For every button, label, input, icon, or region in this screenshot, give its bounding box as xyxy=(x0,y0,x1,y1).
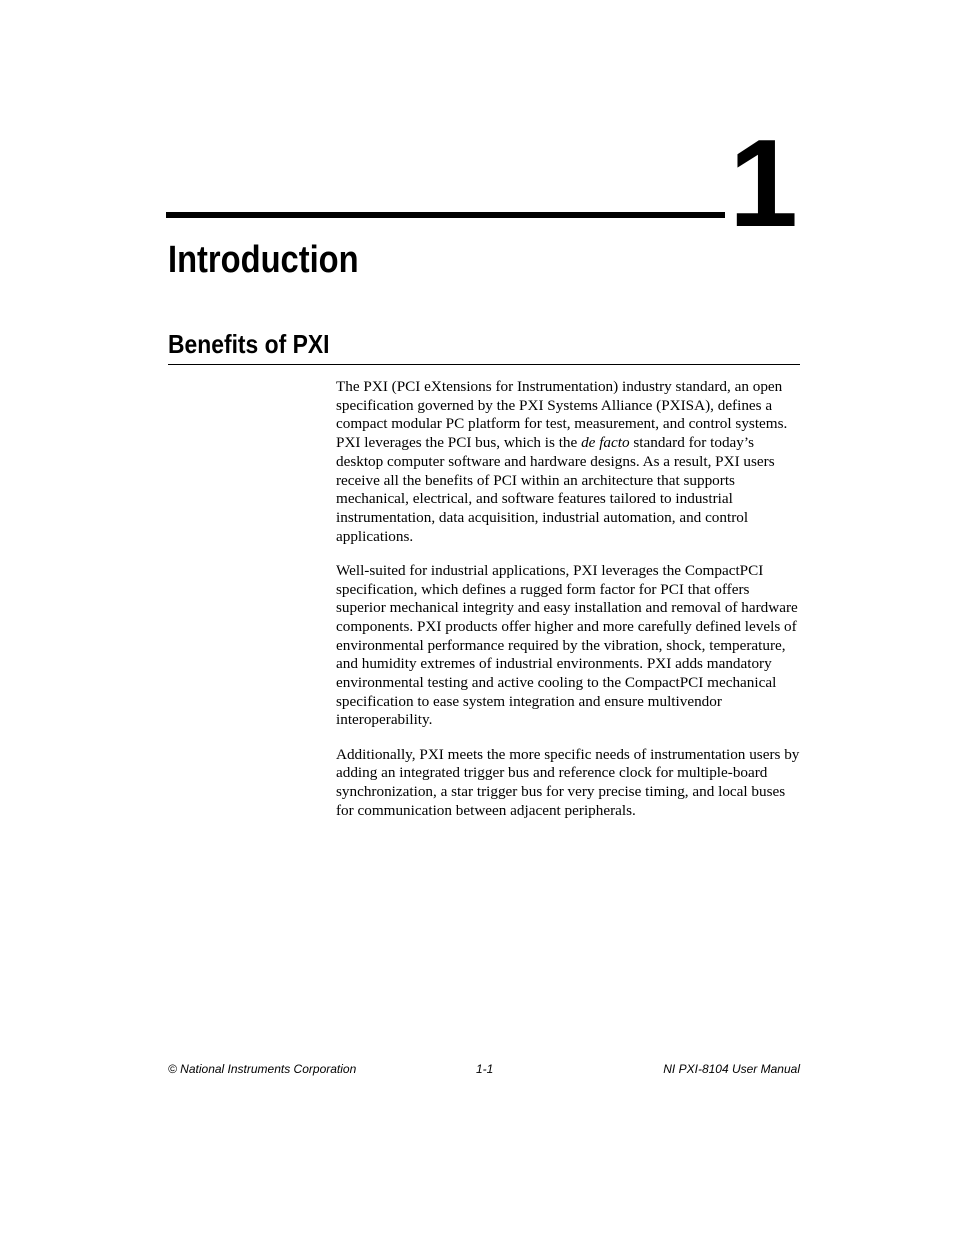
paragraph-1-emphasis: de facto xyxy=(581,434,630,452)
chapter-rule xyxy=(166,212,725,218)
footer-page-number: 1-1 xyxy=(476,1062,494,1076)
section-rule xyxy=(168,364,800,365)
paragraph-1-text-end: standard for today’s desktop computer software and hardware designs. As a result, PXI users receive all the benefits of PCI within an architecture that supports mechanical, electrical, and software features tailored to industrial instrumentation, data acquisition, industrial automation, and control applications. xyxy=(336,434,775,545)
footer-copyright: © National Instruments Corporation xyxy=(168,1062,357,1076)
paragraph-1 xyxy=(336,378,802,546)
chapter-number: 1 xyxy=(729,115,796,253)
paragraph-1-text-start: The PXI (PCI eXtensions for Instrumentation) industry standard, an open specification governed by the PXI Systems Alliance (PXISA), defines a compact modular PC platform for test, measurement, and control systems. PXI leverages the PCI bus, which is the xyxy=(336,378,788,452)
footer-manual-title: NI PXI-8104 User Manual xyxy=(663,1062,800,1076)
section-body xyxy=(336,378,802,836)
chapter-title: Introduction xyxy=(168,239,359,281)
section-title: Benefits of PXI xyxy=(168,329,330,359)
paragraph-2: Well-suited for industrial applications, PXI leverages the CompactPCI specification, which defines a rugged form factor for PCI that offers superior mechanical integrity and easy installation and removal of hardware components. PXI products offer higher and more carefully defined levels of environmental performance required by the vibration, shock, temperature, and humidity extremes of industrial environments. PXI adds mandatory environmental testing and active cooling to the CompactPCI mechanical specification to ease system integration and ensure multivendor interoperability. xyxy=(336,561,798,729)
paragraph-3: Additionally, PXI meets the more specific needs of instrumentation users by adding an integrated trigger bus and reference clock for multiple-board synchronization, a star trigger bus for very precise timing, and local buses for communication between adjacent peripherals. xyxy=(336,745,800,819)
